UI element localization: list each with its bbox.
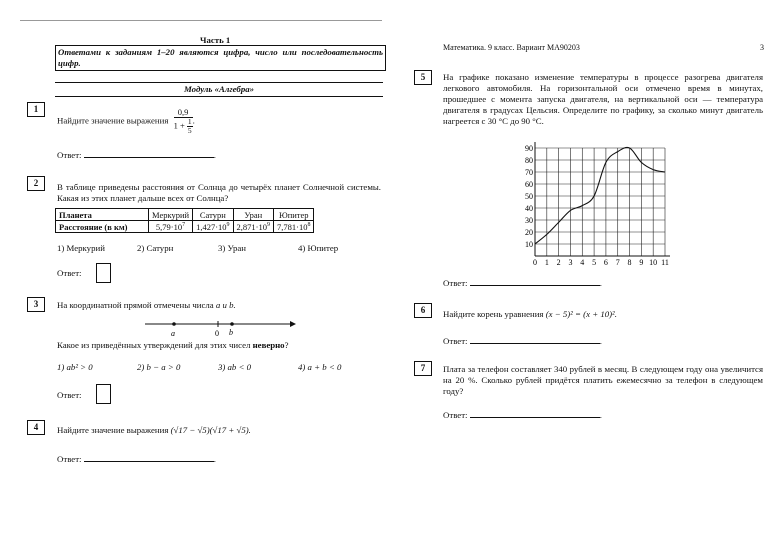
task-3-question xyxy=(57,340,289,351)
x-tick-label: 6 xyxy=(603,258,608,267)
task-1-denominator xyxy=(174,118,193,135)
page-number: 3 xyxy=(760,43,764,52)
x-tick-label: 2 xyxy=(556,258,561,267)
y-tick-label: 50 xyxy=(525,192,533,201)
task-1-inner-den: 5 xyxy=(187,126,192,135)
y-tick-label: 80 xyxy=(525,156,533,165)
task-5-number: 5 xyxy=(414,70,432,85)
planets-table xyxy=(55,208,314,233)
y-tick-label: 10 xyxy=(525,240,533,249)
table-exponent: 7 xyxy=(182,221,186,228)
task-1-inner-fraction xyxy=(187,118,193,135)
table-value: 2,871·10 xyxy=(236,221,268,232)
x-tick-label: 7 xyxy=(615,258,620,267)
table-exponent: 8 xyxy=(307,221,311,228)
task-6-text xyxy=(443,309,617,320)
task-7-answer-field[interactable] xyxy=(470,417,600,418)
task-1-numerator: 0,9 xyxy=(174,108,193,118)
page-header-title: Математика. 9 класс. Вариант МА90203 xyxy=(443,43,580,52)
table-cell xyxy=(149,221,193,233)
task-7-answer: Ответ: . xyxy=(443,410,602,420)
task-1-answer-field[interactable] xyxy=(84,157,214,158)
task-3-option-1: 1) ab² > 0 xyxy=(57,362,93,372)
task-2-number: 2 xyxy=(27,176,45,191)
y-tick-label: 20 xyxy=(525,228,533,237)
module-title: Модуль «Алгебра» xyxy=(55,82,383,97)
x-tick-label: 1 xyxy=(544,258,549,267)
table-cell xyxy=(233,221,273,233)
task-6-answer-field[interactable] xyxy=(470,343,600,344)
task-3-option-2: 2) b − a > 0 xyxy=(137,362,181,372)
task-2-option-1: 1) Меркурий xyxy=(57,243,105,253)
task-2-answer-box[interactable] xyxy=(96,263,111,283)
task-4-answer: Ответ: . xyxy=(57,454,216,464)
number-line xyxy=(140,316,300,338)
table-row-label: Расстояние (в км) xyxy=(56,221,149,233)
task-1-answer: Ответ: . xyxy=(57,150,216,160)
instruction-box: Ответами к заданиям 1–20 являются цифра, число или последовательность цифр. xyxy=(55,45,386,71)
table-value: 5,79·10 xyxy=(155,221,183,232)
task-3-option-3: 3) ab < 0 xyxy=(218,362,252,372)
table-cell xyxy=(193,221,233,233)
x-tick-label: 8 xyxy=(627,258,632,267)
task-6-equation: (x − 5)² = (x + 10)². xyxy=(545,309,617,319)
task-1-prompt: Найдите значение выражения xyxy=(57,115,169,126)
task-3-option-4: 4) a + b < 0 xyxy=(298,362,342,372)
y-tick-label: 40 xyxy=(525,204,533,213)
x-tick-label: 3 xyxy=(568,258,573,267)
table-value: 1,427·10 xyxy=(196,221,227,232)
task-3-question-post: ? xyxy=(284,340,289,350)
right-page xyxy=(391,0,782,539)
y-tick-label: 60 xyxy=(525,180,533,189)
table-row xyxy=(56,221,314,233)
task-7-text: Плата за телефон составляет 340 рублей в месяц. В следующем году она увеличится на 20 %. Сколько рублей придётся платить ежемесячно за телефон в следующем году? xyxy=(443,364,763,396)
task-3-prompt: На координатной прямой отмечены числа xyxy=(57,300,214,310)
task-2-option-3: 3) Уран xyxy=(218,243,246,253)
x-tick-label: 0 xyxy=(533,258,537,267)
table-header-cell: Уран xyxy=(233,209,273,221)
table-exponent: 9 xyxy=(267,221,271,228)
label-zero: 0 xyxy=(215,329,219,338)
task-5-text: На графике показано изменение температуры в процессе разогрева двигателя легкового автомобиля. На горизонтальной оси отмечено время в минутах, прошедшее с момента запуска двигателя, на вертикальной оси — температура двигателя в градусах Цельсия. Определите по графику, за сколько минут двигатель нагреется с 30 °C до 90 °C. xyxy=(443,72,763,126)
task-3-text xyxy=(57,300,236,311)
task-4-answer-field[interactable] xyxy=(84,461,214,462)
task-3-answer-label: Ответ: xyxy=(57,390,82,400)
task-2-text: В таблице приведены расстояния от Солнца до четырёх планет Солнечной системы. Какая из этих планет дальше всех от Солнца? xyxy=(57,182,381,203)
task-4-text xyxy=(57,425,251,436)
task-6-prompt: Найдите корень уравнения xyxy=(443,309,544,319)
task-7-number: 7 xyxy=(414,361,432,376)
temperature-chart xyxy=(521,138,676,268)
y-tick-label: 70 xyxy=(525,168,533,177)
point-a xyxy=(172,322,176,326)
y-tick-label: 90 xyxy=(525,144,533,153)
task-3-question-bold: неверно xyxy=(252,340,285,350)
task-2-option-4: 4) Юпитер xyxy=(298,243,339,253)
table-header-cell: Сатурн xyxy=(193,209,233,221)
task-4-number: 4 xyxy=(27,420,45,435)
label-b: b xyxy=(229,328,233,337)
task-3-vars: a и b. xyxy=(215,300,236,310)
table-header-cell: Меркурий xyxy=(149,209,193,221)
answer-label: Ответ: xyxy=(443,278,468,288)
top-rule xyxy=(20,20,382,21)
number-line-arrow xyxy=(290,321,296,327)
task-4-prompt: Найдите значение выражения xyxy=(57,425,169,435)
task-5-answer: Ответ: . xyxy=(443,278,602,288)
task-4-expression: (√17 − √5)(√17 + √5). xyxy=(170,425,251,435)
task-5-answer-field[interactable] xyxy=(470,285,600,286)
task-3-number: 3 xyxy=(27,297,45,312)
point-b xyxy=(230,322,234,326)
table-row xyxy=(56,209,314,221)
task-3-answer-box[interactable] xyxy=(96,384,111,404)
task-1-text: Найдите значение выражения 0,9 1 + $\frac{1}{5}$ . xyxy=(57,107,195,135)
table-header-cell: Юпитер xyxy=(274,209,314,221)
table-value: 7,781·10 xyxy=(277,221,308,232)
x-tick-label: 10 xyxy=(649,258,658,267)
task-6-number: 6 xyxy=(414,303,432,318)
answer-label: Ответ: xyxy=(443,410,468,420)
answer-label: Ответ: xyxy=(443,336,468,346)
task-3-question-pre: Какое из приведённых утверждений для этих чисел xyxy=(57,340,253,350)
answer-label: Ответ: xyxy=(57,150,82,160)
task-6-answer: Ответ: . xyxy=(443,336,602,346)
task-2-option-2: 2) Сатурн xyxy=(137,243,174,253)
y-tick-label: 30 xyxy=(525,216,533,225)
answer-label: Ответ: xyxy=(57,454,82,464)
task-1-fraction xyxy=(174,108,193,135)
label-a: a xyxy=(171,329,175,338)
task-2-answer-label: Ответ: xyxy=(57,268,82,278)
table-cell xyxy=(274,221,314,233)
table-exponent: 9 xyxy=(226,221,230,228)
x-tick-label: 4 xyxy=(580,258,585,267)
table-header-planet: Планета xyxy=(56,209,149,221)
task-1-number: 1 xyxy=(27,102,45,117)
x-tick-label: 11 xyxy=(661,258,669,267)
x-tick-label: 5 xyxy=(592,258,597,267)
task-1-inner-num: 1 xyxy=(187,117,192,126)
part-title: Часть 1 xyxy=(200,35,231,45)
task-1-den-pre: 1 + xyxy=(173,120,185,131)
x-tick-label: 9 xyxy=(639,258,644,267)
